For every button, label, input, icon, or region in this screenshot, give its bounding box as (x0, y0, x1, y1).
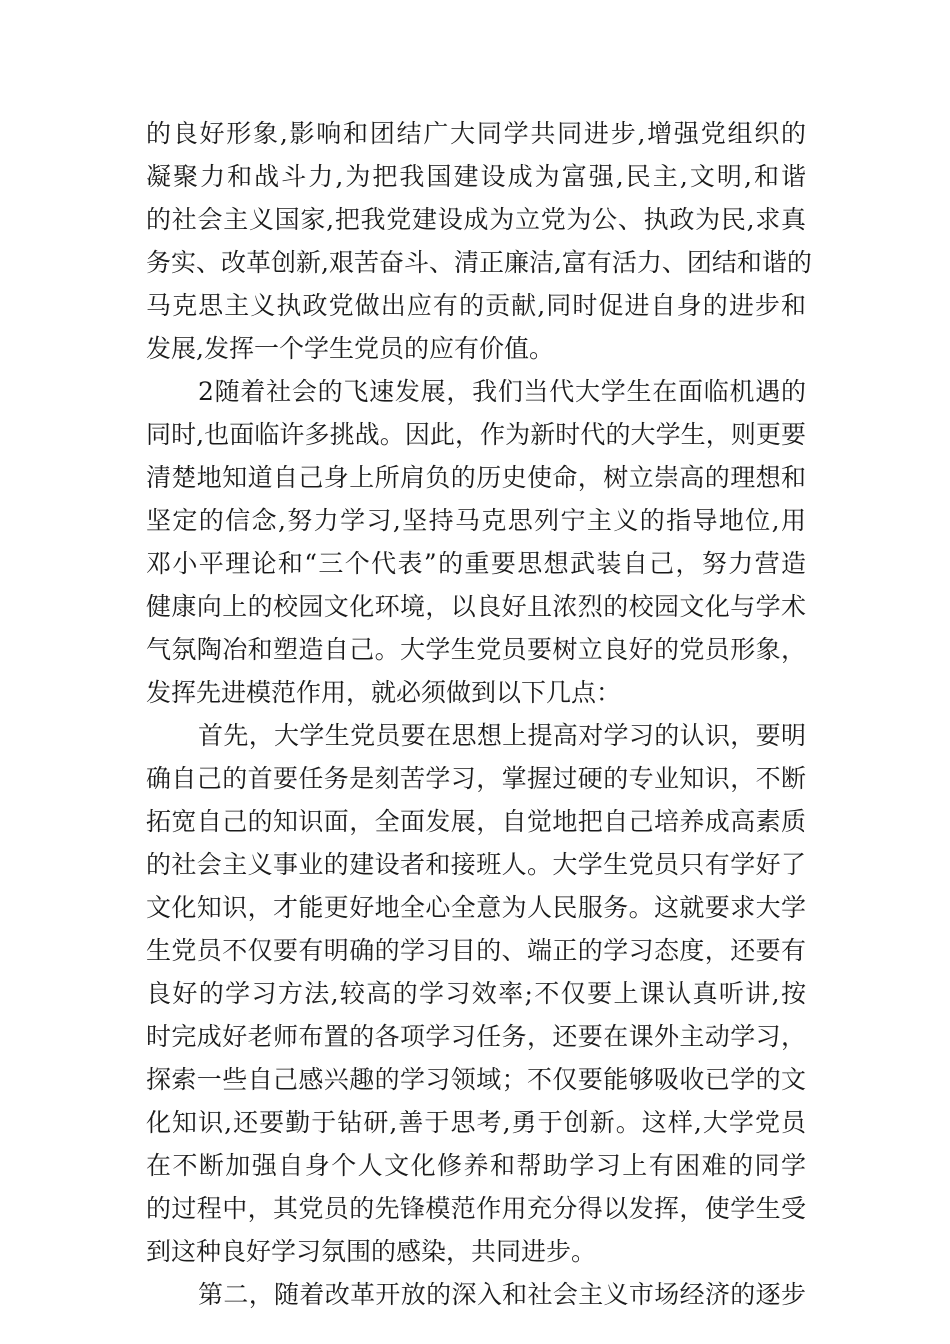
text-line: 务实、改革创新,艰苦奋斗、清正廉洁,富有活力、团结和谐的 (146, 248, 812, 277)
text-line: 2随着社会的飞速发展，我们当代大学生在面临机遇的 (198, 377, 806, 406)
text-line: 发展,发挥一个学生党员的应有价值。 (146, 334, 554, 363)
text-line: 到这种良好学习氛围的感染，共同进步。 (146, 1237, 597, 1266)
text-line: 马克思主义执政党做出应有的贡献,同时促进自身的进步和 (146, 291, 806, 320)
text-line: 邓小平理论和“三个代表”的重要思想武装自己，努力营造 (146, 549, 806, 578)
text-line: 生党员不仅要有明确的学习目的、端正的学习态度，还要有 (146, 936, 806, 965)
text-line: 文化知识，才能更好地全心全意为人民服务。这就要求大学 (146, 893, 806, 922)
text-line: 良好的学习方法,较高的学习效率;不仅要上课认真听讲,按 (146, 979, 806, 1008)
text-line: 的良好形象,影响和团结广大同学共同进步,增强党组织的 (146, 119, 806, 148)
text-line: 凝聚力和战斗力,为把我国建设成为富强,民主,文明,和谐 (146, 162, 806, 191)
text-line: 的过程中，其党员的先锋模范作用充分得以发挥，使学生受 (146, 1194, 806, 1223)
text-line: 气氛陶冶和塑造自己。大学生党员要树立良好的党员形象， (146, 635, 806, 664)
text-line: 同时,也面临许多挑战。因此，作为新时代的大学生，则更要 (146, 420, 806, 449)
text-line: 清楚地知道自己身上所肩负的历史使命，树立崇高的理想和 (146, 463, 806, 492)
text-line: 的社会主义事业的建设者和接班人。大学生党员只有学好了 (146, 850, 806, 879)
text-line: 健康向上的校园文化环境，以良好且浓烈的校园文化与学术 (146, 592, 806, 621)
text-line: 化知识,还要勤于钻研,善于思考,勇于创新。这样,大学党员 (146, 1108, 806, 1137)
text-line: 坚定的信念,努力学习,坚持马克思列宁主义的指导地位,用 (146, 506, 806, 535)
text-line: 第二，随着改革开放的深入和社会主义市场经济的逐步 (198, 1280, 806, 1309)
paragraph (146, 112, 812, 370)
text-line: 确自己的首要任务是刻苦学习，掌握过硬的专业知识，不断 (146, 764, 806, 793)
text-line: 首先，大学生党员要在思想上提高对学习的认识，要明 (198, 721, 806, 750)
text-line: 的社会主义国家,把我党建设成为立党为公、执政为民,求真 (146, 205, 806, 234)
text-line: 拓宽自己的知识面，全面发展，自觉地把自己培养成高素质 (146, 807, 806, 836)
text-line: 探索一些自己感兴趣的学习领域；不仅要能够吸收已学的文 (146, 1065, 806, 1094)
body-text (146, 112, 812, 1316)
text-line: 在不断加强自身个人文化修养和帮助学习上有困难的同学 (146, 1151, 806, 1180)
paragraph (146, 1273, 806, 1316)
paragraph (146, 714, 806, 1273)
paragraph (146, 370, 806, 714)
text-line: 发挥先进模范作用，就必须做到以下几点： (146, 678, 622, 707)
text-line: 时完成好老师布置的各项学习任务，还要在课外主动学习， (146, 1022, 806, 1051)
